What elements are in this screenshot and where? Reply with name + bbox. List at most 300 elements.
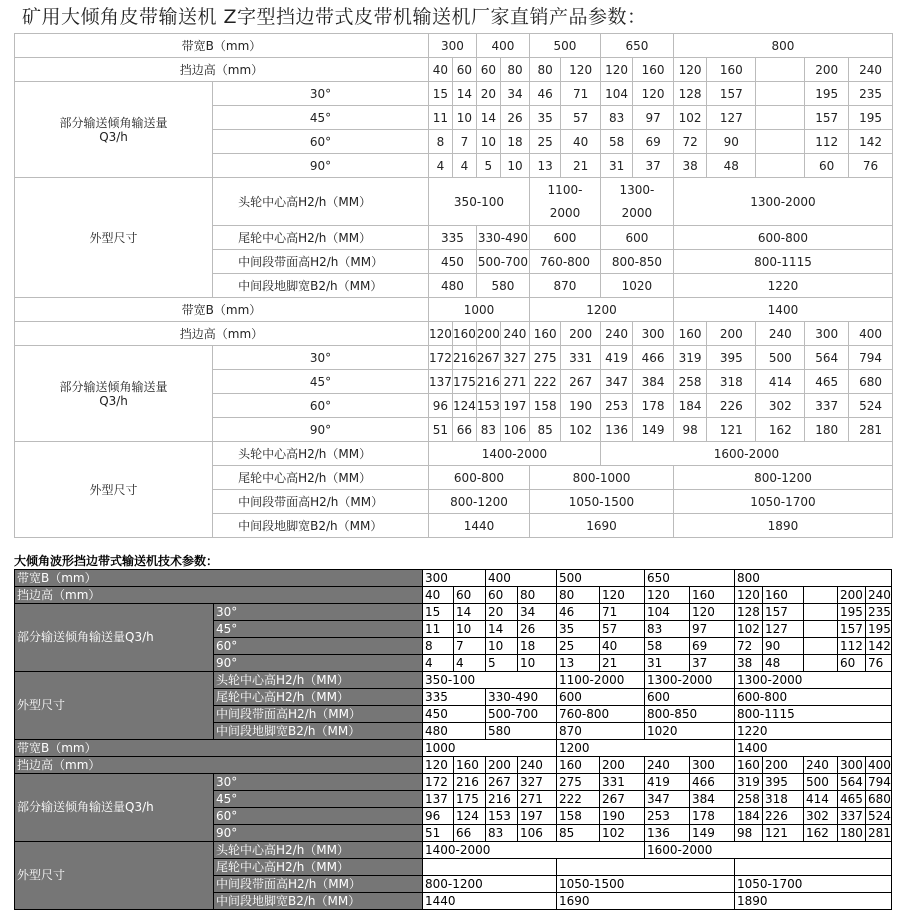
value-cell: 120: [633, 82, 674, 106]
value-cell: 216: [476, 370, 500, 394]
label-capacity: [15, 346, 213, 442]
value-cell: 200: [486, 757, 518, 774]
angle-label: 30°: [213, 346, 429, 370]
value-cell: 216: [454, 774, 486, 791]
dim-label: 尾轮中心高H2/h（MM）: [214, 689, 423, 706]
value-cell: 240: [645, 757, 690, 774]
value-cell: 11: [428, 106, 452, 130]
value-cell: 564: [805, 346, 849, 370]
cell-text-line: 外型尺寸: [89, 230, 138, 245]
value-cell: 281: [866, 825, 892, 842]
value-cell: 10: [452, 106, 476, 130]
value-cell: 870: [557, 723, 645, 740]
dim-label: 尾轮中心高H2/h（MM）: [213, 226, 429, 250]
dim-label: 中间段地脚宽B2/h（MM）: [214, 723, 423, 740]
page-title: 矿用大倾角皮带输送机 Z字型挡边带式皮带机输送机厂家直销产品参数：: [22, 6, 647, 28]
cell-text-line: 1300-: [619, 182, 655, 197]
value-cell: 178: [690, 808, 735, 825]
value-cell: 1300-2000: [645, 672, 735, 689]
angle-label: 30°: [214, 604, 423, 621]
value-cell: 240: [849, 58, 893, 82]
spec-table-compact: [14, 569, 892, 910]
value-cell: 20: [486, 604, 518, 621]
value-cell: 160: [707, 58, 756, 82]
width-cell: 800: [735, 570, 892, 587]
width-row: [15, 34, 893, 58]
value-cell: [530, 178, 601, 226]
value-cell: 102: [561, 418, 601, 442]
dim-row: [15, 442, 893, 466]
dim-label: 中间段地脚宽B2/h（MM）: [214, 893, 423, 910]
value-cell: 120: [428, 322, 452, 346]
value-cell: 96: [428, 394, 452, 418]
value-cell: 760-800: [530, 250, 601, 274]
label-width: 带宽B（mm）: [15, 34, 429, 58]
value-cell: 120: [561, 58, 601, 82]
value-cell: 72: [673, 130, 706, 154]
value-cell: 106: [500, 418, 529, 442]
value-cell: 120: [735, 587, 763, 604]
value-cell: 760-800: [557, 706, 645, 723]
value-cell: 14: [476, 106, 500, 130]
dim-row: [15, 842, 892, 859]
value-cell: 302: [756, 394, 805, 418]
capacity-row: [15, 604, 892, 621]
dim-label: 头轮中心高H2/h（MM）: [214, 672, 423, 689]
angle-label: 45°: [214, 621, 423, 638]
value-cell: 500: [756, 346, 805, 370]
value-cell: 10: [486, 638, 518, 655]
dim-label: 中间段地脚宽B2/h（MM）: [213, 514, 429, 538]
value-cell: 10: [454, 621, 486, 638]
value-cell: 153: [476, 394, 500, 418]
value-cell: 240: [866, 587, 892, 604]
label-width: 带宽B（mm）: [15, 298, 429, 322]
value-cell: 271: [500, 370, 529, 394]
value-cell: [756, 82, 805, 106]
dim-row: [15, 672, 892, 689]
value-cell: 112: [805, 130, 849, 154]
width-row: [15, 570, 892, 587]
angle-label: 30°: [213, 82, 429, 106]
width-cell: 500: [530, 34, 601, 58]
value-cell: 347: [645, 791, 690, 808]
value-cell: 800-850: [600, 250, 673, 274]
angle-label: 90°: [214, 655, 423, 672]
value-cell: 600-800: [673, 226, 892, 250]
value-cell: 1400-2000: [423, 842, 645, 859]
dim-row: [15, 178, 893, 226]
value-cell: 97: [633, 106, 674, 130]
value-cell: 51: [423, 825, 454, 842]
value-cell: 480: [423, 723, 486, 740]
value-cell: 319: [673, 346, 706, 370]
value-cell: 450: [428, 250, 476, 274]
value-cell: 31: [645, 655, 690, 672]
empty-cell: [557, 859, 735, 876]
value-cell: 7: [452, 130, 476, 154]
value-cell: 60: [452, 58, 476, 82]
value-cell: 31: [600, 154, 632, 178]
value-cell: 240: [518, 757, 557, 774]
value-cell: 500-700: [486, 706, 557, 723]
empty-cell: [423, 859, 557, 876]
value-cell: 96: [423, 808, 454, 825]
value-cell: 414: [804, 791, 838, 808]
value-cell: 1890: [673, 514, 892, 538]
angle-label: 45°: [213, 106, 429, 130]
value-cell: 172: [428, 346, 452, 370]
value-cell: 267: [476, 346, 500, 370]
value-cell: 258: [735, 791, 763, 808]
value-cell: 1440: [428, 514, 529, 538]
angle-label: 90°: [214, 825, 423, 842]
value-cell: 580: [476, 274, 529, 298]
value-cell: 120: [600, 587, 645, 604]
value-cell: 235: [849, 82, 893, 106]
value-cell: 102: [600, 825, 645, 842]
value-cell: 98: [673, 418, 706, 442]
value-cell: 8: [428, 130, 452, 154]
value-cell: 300: [805, 322, 849, 346]
value-cell: 222: [557, 791, 600, 808]
value-cell: 25: [530, 130, 561, 154]
value-cell: 580: [486, 723, 557, 740]
value-cell: 195: [849, 106, 893, 130]
value-cell: 680: [866, 791, 892, 808]
value-cell: 235: [866, 604, 892, 621]
value-cell: 104: [645, 604, 690, 621]
value-cell: 600: [557, 689, 645, 706]
cell-text-line: 2000: [621, 205, 653, 220]
skirt-row: [15, 322, 893, 346]
value-cell: 160: [763, 587, 804, 604]
label-dims: [15, 178, 213, 298]
value-cell: 335: [428, 226, 476, 250]
value-cell: 480: [428, 274, 476, 298]
skirt-row: [15, 587, 892, 604]
value-cell: 318: [707, 370, 756, 394]
value-cell: 419: [645, 774, 690, 791]
angle-label: 60°: [213, 394, 429, 418]
value-cell: 128: [735, 604, 763, 621]
value-cell: 80: [530, 58, 561, 82]
value-cell: 253: [600, 394, 632, 418]
value-cell: 71: [600, 604, 645, 621]
value-cell: 524: [866, 808, 892, 825]
value-cell: 46: [557, 604, 600, 621]
angle-label: 90°: [213, 154, 429, 178]
value-cell: [804, 621, 838, 638]
value-cell: 149: [633, 418, 674, 442]
value-cell: 85: [530, 418, 561, 442]
value-cell: 8: [423, 638, 454, 655]
value-cell: 330-490: [476, 226, 529, 250]
value-cell: 275: [530, 346, 561, 370]
value-cell: 157: [763, 604, 804, 621]
dim-label: 尾轮中心高H2/h（MM）: [213, 466, 429, 490]
angle-label: 60°: [214, 638, 423, 655]
value-cell: 80: [557, 587, 600, 604]
value-cell: 120: [645, 587, 690, 604]
value-cell: 564: [838, 774, 866, 791]
value-cell: 38: [735, 655, 763, 672]
value-cell: 46: [530, 82, 561, 106]
label-capacity: [15, 82, 213, 178]
value-cell: 34: [518, 604, 557, 621]
value-cell: 127: [763, 621, 804, 638]
value-cell: 465: [838, 791, 866, 808]
width-cell: 650: [600, 34, 673, 58]
value-cell: 226: [763, 808, 804, 825]
value-cell: 76: [849, 154, 893, 178]
value-cell: 330-490: [486, 689, 557, 706]
value-cell: 10: [518, 655, 557, 672]
value-cell: 128: [673, 82, 706, 106]
cell-text-line: 外型尺寸: [89, 482, 138, 497]
value-cell: 347: [600, 370, 632, 394]
width-cell: 1200: [530, 298, 674, 322]
value-cell: 76: [866, 655, 892, 672]
value-cell: 327: [500, 346, 529, 370]
value-cell: 200: [805, 58, 849, 82]
value-cell: 175: [454, 791, 486, 808]
label-skirt: 挡边高（mm）: [15, 322, 429, 346]
value-cell: 25: [557, 638, 600, 655]
value-cell: 137: [428, 370, 452, 394]
skirt-row: [15, 58, 893, 82]
width-cell: 300: [423, 570, 486, 587]
label-skirt: 挡边高（mm）: [15, 58, 429, 82]
value-cell: 184: [673, 394, 706, 418]
value-cell: 35: [530, 106, 561, 130]
value-cell: 162: [804, 825, 838, 842]
value-cell: 1050-1700: [673, 490, 892, 514]
value-cell: 57: [561, 106, 601, 130]
cell-text-line: 部分输送倾角输送量: [59, 379, 168, 394]
value-cell: 83: [486, 825, 518, 842]
value-cell: [756, 106, 805, 130]
value-cell: 1300-2000: [673, 178, 892, 226]
skirt-row: [15, 757, 892, 774]
value-cell: 58: [600, 130, 632, 154]
value-cell: 318: [763, 791, 804, 808]
value-cell: 142: [866, 638, 892, 655]
value-cell: 800-1115: [735, 706, 892, 723]
value-cell: 200: [476, 322, 500, 346]
value-cell: 160: [454, 757, 486, 774]
value-cell: 331: [561, 346, 601, 370]
value-cell: 200: [561, 322, 601, 346]
value-cell: 216: [486, 791, 518, 808]
value-cell: 200: [763, 757, 804, 774]
value-cell: 4: [454, 655, 486, 672]
value-cell: 60: [838, 655, 866, 672]
dim-label: 头轮中心高H2/h（MM）: [214, 842, 423, 859]
value-cell: 90: [763, 638, 804, 655]
value-cell: 69: [690, 638, 735, 655]
value-cell: 121: [707, 418, 756, 442]
value-cell: 600: [600, 226, 673, 250]
value-cell: 600-800: [735, 689, 892, 706]
value-cell: 600-800: [428, 466, 529, 490]
value-cell: [600, 178, 673, 226]
value-cell: 1220: [735, 723, 892, 740]
value-cell: 180: [838, 825, 866, 842]
value-cell: 127: [707, 106, 756, 130]
value-cell: 160: [735, 757, 763, 774]
value-cell: [804, 587, 838, 604]
value-cell: 216: [452, 346, 476, 370]
value-cell: 197: [518, 808, 557, 825]
value-cell: 157: [838, 621, 866, 638]
value-cell: 72: [735, 638, 763, 655]
value-cell: 197: [500, 394, 529, 418]
value-cell: 97: [690, 621, 735, 638]
angle-label: 30°: [214, 774, 423, 791]
value-cell: 500: [804, 774, 838, 791]
value-cell: 384: [633, 370, 674, 394]
value-cell: 5: [486, 655, 518, 672]
value-cell: 120: [423, 757, 454, 774]
value-cell: 337: [838, 808, 866, 825]
value-cell: 1400-2000: [428, 442, 600, 466]
value-cell: 1100-2000: [557, 672, 645, 689]
width-cell: 800: [673, 34, 892, 58]
value-cell: 680: [849, 370, 893, 394]
value-cell: 60: [454, 587, 486, 604]
width-cell: 1400: [735, 740, 892, 757]
value-cell: 395: [763, 774, 804, 791]
value-cell: 13: [530, 154, 561, 178]
value-cell: 160: [673, 322, 706, 346]
value-cell: [804, 655, 838, 672]
dim-label: 中间段带面高H2/h（MM）: [213, 250, 429, 274]
value-cell: 160: [452, 322, 476, 346]
value-cell: 40: [561, 130, 601, 154]
value-cell: 124: [454, 808, 486, 825]
value-cell: 104: [600, 82, 632, 106]
value-cell: 275: [557, 774, 600, 791]
value-cell: 800-1200: [673, 466, 892, 490]
value-cell: [804, 604, 838, 621]
width-cell: 1000: [428, 298, 529, 322]
value-cell: 40: [428, 58, 452, 82]
value-cell: 195: [805, 82, 849, 106]
cell-text-line: Q3/h: [99, 393, 128, 408]
value-cell: [756, 154, 805, 178]
label-width: 带宽B（mm）: [15, 570, 423, 587]
width-row: [15, 740, 892, 757]
value-cell: 466: [633, 346, 674, 370]
value-cell: 14: [452, 82, 476, 106]
label-capacity: 部分输送倾角输送量Q3/h: [15, 604, 214, 672]
empty-cell: [735, 859, 892, 876]
value-cell: 60: [486, 587, 518, 604]
value-cell: 83: [645, 621, 690, 638]
value-cell: 327: [518, 774, 557, 791]
value-cell: 120: [690, 604, 735, 621]
value-cell: 71: [561, 82, 601, 106]
value-cell: 21: [561, 154, 601, 178]
value-cell: 267: [600, 791, 645, 808]
value-cell: 7: [454, 638, 486, 655]
value-cell: 112: [838, 638, 866, 655]
value-cell: 35: [557, 621, 600, 638]
value-cell: 395: [707, 346, 756, 370]
dim-label: 中间段带面高H2/h（MM）: [213, 490, 429, 514]
value-cell: 153: [486, 808, 518, 825]
width-cell: 1200: [557, 740, 735, 757]
value-cell: 102: [735, 621, 763, 638]
width-cell: 400: [486, 570, 557, 587]
value-cell: 10: [476, 130, 500, 154]
value-cell: 384: [690, 791, 735, 808]
value-cell: 60: [476, 58, 500, 82]
value-cell: 524: [849, 394, 893, 418]
value-cell: 157: [707, 82, 756, 106]
value-cell: 51: [428, 418, 452, 442]
label-capacity: 部分输送倾角输送量Q3/h: [15, 774, 214, 842]
value-cell: [756, 130, 805, 154]
value-cell: 800-1200: [428, 490, 529, 514]
value-cell: 465: [805, 370, 849, 394]
value-cell: 800-1000: [530, 466, 674, 490]
value-cell: 66: [452, 418, 476, 442]
value-cell: 85: [557, 825, 600, 842]
value-cell: 794: [849, 346, 893, 370]
value-cell: 121: [763, 825, 804, 842]
value-cell: 350-100: [423, 672, 557, 689]
value-cell: 337: [805, 394, 849, 418]
dim-label: 尾轮中心高H2/h（MM）: [214, 859, 423, 876]
value-cell: 162: [756, 418, 805, 442]
value-cell: 136: [600, 418, 632, 442]
width-cell: 500: [557, 570, 645, 587]
value-cell: 57: [600, 621, 645, 638]
value-cell: 258: [673, 370, 706, 394]
value-cell: 180: [805, 418, 849, 442]
label-dims: 外型尺寸: [15, 842, 214, 910]
value-cell: 120: [600, 58, 632, 82]
value-cell: 300: [633, 322, 674, 346]
width-cell: 1400: [673, 298, 892, 322]
value-cell: 102: [673, 106, 706, 130]
value-cell: 26: [500, 106, 529, 130]
value-cell: 15: [428, 82, 452, 106]
value-cell: 106: [518, 825, 557, 842]
value-cell: 281: [849, 418, 893, 442]
value-cell: 1020: [645, 723, 735, 740]
value-cell: 1890: [735, 893, 892, 910]
angle-label: 90°: [213, 418, 429, 442]
value-cell: 794: [866, 774, 892, 791]
value-cell: 226: [707, 394, 756, 418]
value-cell: 172: [423, 774, 454, 791]
value-cell: 1600-2000: [645, 842, 892, 859]
value-cell: 160: [633, 58, 674, 82]
value-cell: 184: [735, 808, 763, 825]
dim-label: 头轮中心高H2/h（MM）: [213, 178, 429, 226]
value-cell: 414: [756, 370, 805, 394]
value-cell: 160: [690, 587, 735, 604]
capacity-row: [15, 774, 892, 791]
value-cell: 26: [518, 621, 557, 638]
value-cell: 175: [452, 370, 476, 394]
value-cell: 1690: [530, 514, 674, 538]
cell-text-line: 1100-: [547, 182, 583, 197]
value-cell: 34: [500, 82, 529, 106]
